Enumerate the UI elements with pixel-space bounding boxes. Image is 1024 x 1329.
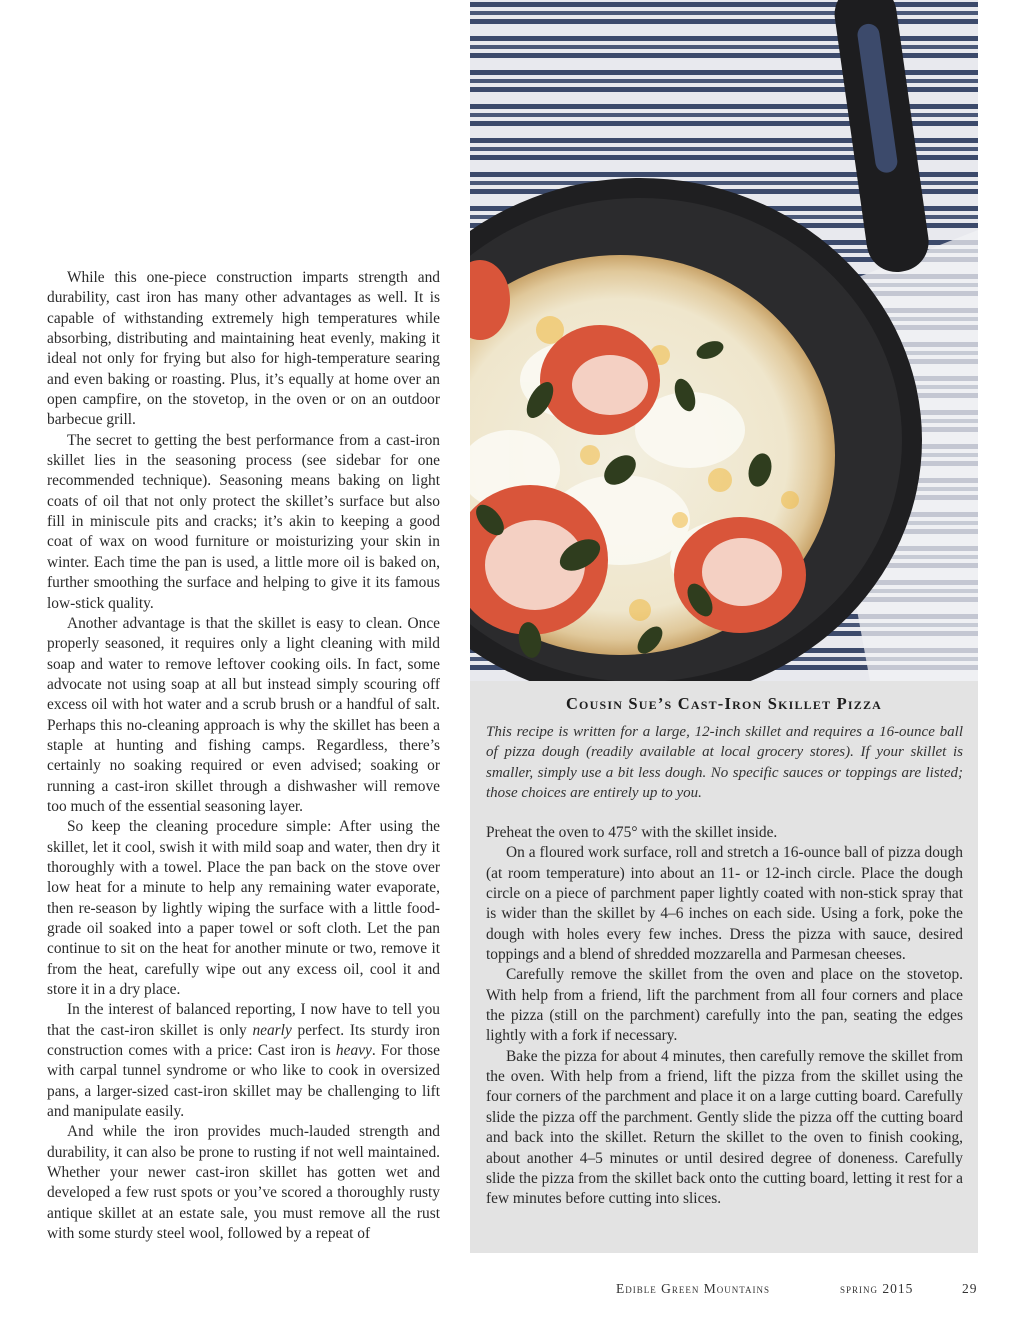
article-paragraph [47,1000,440,1122]
recipe-steps [486,823,963,1210]
article-paragraph: So keep the cleaning procedure simple: After using the skillet, let it cool, swish it with mild soap and water, then dry it thoroughly with a towel. Place the pan back on the stove over low heat for a minute to help any remaining water evaporate, then re-season by lightly wiping the surface with a little food-grade oil soaked into a paper towel or soft cloth. Let the pan continue to sit on the heat for another minute or two, remove it from the heat, carefully wipe out any excess oil, cool it and store it in a dry place. [47,818,440,999]
article-paragraph: The secret to getting the best performance from a cast-iron skillet lies in the seasoning process (see sidebar for one recommended technique). Seasoning means baking on light coats of oil that not only protect the skillet’s surface but also fill in miniscule pits and cracks; it’s akin to keeping a good coat of wax on wood furniture or moisturizing your skin in winter. Each time the pan is used, a little more oil is baked on, further smoothing the surface and helping to give it its famous low-stick quality. [47,431,440,612]
article-column [47,268,440,1245]
article-text: . For those with carpal tunnel syndrome or who like to cook in oversized pans, a larger-sized cast-iron skillet may be challenging to lift and manipulate easily. [47,1042,440,1121]
emphasis-nearly: nearly [252,1021,292,1039]
page-number: 29 [962,1281,978,1296]
recipe-step: Bake the pizza for about 4 minutes, then carefully remove the skillet from the oven. With help from a friend, lift the pizza from the skillet using the four corners of the parchment and place it on a large cutting board. Carefully slide the pizza off the parchment. Gently slide the pizza off the cutting board and back into the skillet. Return the skillet to the oven to finish cooking, about another 4–5 minutes or until desired degree of doneness. Carefully slide the pizza from the skillet back onto the cutting board, letting it rest for a few minutes before cutting into slices. [486,1047,963,1208]
recipe-step: Preheat the oven to 475° with the skillet inside. [486,824,778,841]
recipe-intro: This recipe is written for a large, 12-inch skillet and requires a 16-ounce ball of pizza dough (readily available at local grocery stores). If your skillet is smaller, simply use a bit less dough. No specific sauces or toppings are listed; those choices are entirely up to you. [486,724,963,802]
article-paragraph: Another advantage is that the skillet is easy to clean. Once properly seasoned, it requires only a light cleaning with mild soap and water to remove leftover cooking oils. In fact, some advocate not using soap at all but instead simply scouring off excess oil with hot water and a scrub brush or a handful of salt. Perhaps this no-cleaning approach is why the skillet has been a staple at hunting and fishing camps. Regardless, there’s certainly no soaking required or even advised; soaking or running a cast-iron skillet through a dishwasher will remove too much of the essential seasoning layer. [47,614,440,815]
emphasis-heavy: heavy [335,1042,372,1060]
article-text: perfect. Its sturdy iron construction comes with a price: Cast iron is [47,1021,440,1060]
recipe-step: On a floured work surface, roll and stretch a 16-ounce ball of pizza dough (at room temperature) into about an 11- or 12-inch circle. Place the dough circle on a piece of parchment paper lightly coated with non-stick spray that is wider than the skillet by 4–6 inches on each side. Using a fork, poke the dough with holes every few inches. Dress the pizza with sauce, desired toppings and a blend of shredded mozzarella and Parmesan cheeses. [486,844,963,964]
magazine-name: Edible Green Mountains [616,1281,771,1296]
recipe-step: Carefully remove the skillet from the oven and place on the stovetop. With help from a friend, lift the parchment from all four corners and place the pizza (still on the parchment) carefully into the pan, seating the edges lightly with a fork if necessary. [486,966,963,1045]
issue-label: spring 2015 [840,1281,914,1296]
recipe-sidebar [470,681,978,1253]
article-paragraph: And while the iron provides much-lauded strength and durability, it can also be prone to rusting if not well maintained. Whether your newer cast-iron skillet has gotten wet and developed a few rust spots or you’ve scored a thoroughly rusty antique skillet at an estate sale, you must remove all the rust with some sturdy steel wool, followed by a repeat of [47,1123,440,1243]
article-text: In the interest of balanced reporting, I now have to tell you that the cast-iron skillet is only [47,1001,440,1039]
skillet-pizza-illustration [470,0,978,681]
skillet-pizza-photo [470,0,978,681]
recipe-title: Cousin Sue’s Cast-Iron Skillet Pizza [565,694,883,713]
article-paragraph: While this one-piece construction imparts strength and durability, cast iron has many other advantages as well. It is capable of withstanding extremely high temperatures while absorbing, distributing and maintaining heat evenly, making it ideal not only for frying but also for high-temperature searing and even baking or roasting. Plus, it’s equally at home over an open campfire, on the stovetop, in the oven or on an outdoor barbecue grill. [47,269,440,429]
